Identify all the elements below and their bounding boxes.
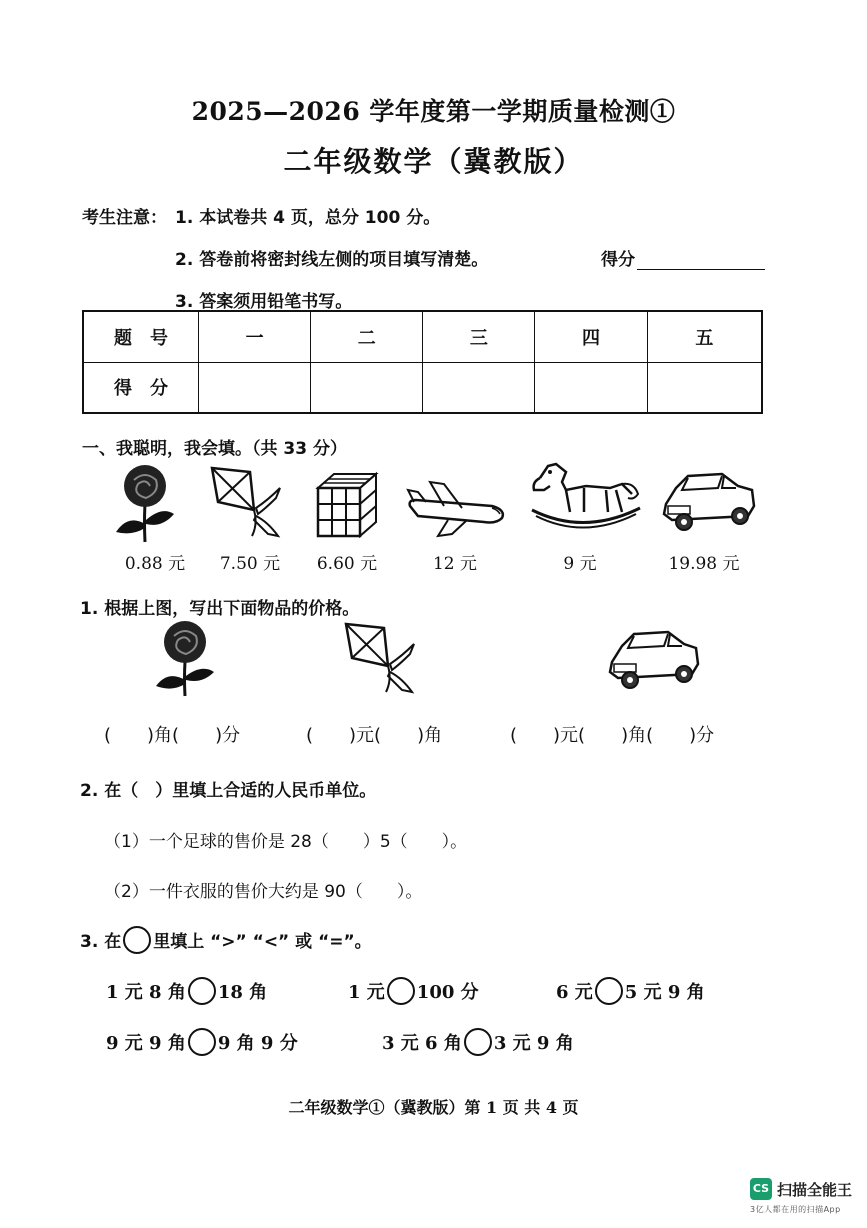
price-label: 0.88 元 xyxy=(124,554,186,574)
price-label: 9 元 xyxy=(563,554,597,574)
score-field[interactable] xyxy=(601,245,765,270)
exam-subtitle: 二年级数学（冀教版） xyxy=(283,145,584,178)
compare-circle-input[interactable] xyxy=(188,977,216,1005)
notes-label: 考生注意： xyxy=(82,208,167,228)
score-cell[interactable] xyxy=(199,362,311,413)
comparison-item: 3 元 6 角 3 元 9 角 xyxy=(382,1029,574,1058)
exam-title: 2025—2026 学年度第一学期质量检测① xyxy=(191,97,676,126)
score-cell[interactable] xyxy=(647,362,762,413)
comparison-item: 6 元 5 元 9 角 xyxy=(556,978,705,1007)
cube-icon xyxy=(314,470,380,540)
car-icon xyxy=(606,626,700,692)
kite-icon xyxy=(206,464,284,546)
score-blank[interactable] xyxy=(637,249,765,270)
compare-circle-input[interactable] xyxy=(595,977,623,1005)
column-header: 四 xyxy=(535,311,647,362)
column-header: 一 xyxy=(199,311,311,362)
score-label: 得分 xyxy=(601,250,635,270)
question-2-item-1[interactable]: （1）一个足球的售价是 28（ ）5（ ）。 xyxy=(104,832,468,852)
scanner-tagline: 3亿人都在用的扫描App xyxy=(750,1205,841,1214)
table-row xyxy=(83,311,762,362)
comparison-item: 1 元 8 角 18 角 xyxy=(106,978,267,1007)
compare-circle-icon xyxy=(123,926,151,954)
score-table xyxy=(82,310,763,414)
rose-icon xyxy=(110,462,180,546)
note-item-1: 1. 本试卷共 4 页，总分 100 分。 xyxy=(175,208,441,228)
column-header: 三 xyxy=(423,311,535,362)
rose-icon xyxy=(152,618,218,700)
column-header: 二 xyxy=(311,311,423,362)
answer-blank-kite[interactable]: ( )元( )角 xyxy=(306,725,443,746)
compare-circle-input[interactable] xyxy=(387,977,415,1005)
scanner-app-name: 扫描全能王 xyxy=(777,1181,853,1199)
comparison-item: 9 元 9 角 9 角 9 分 xyxy=(106,1029,298,1058)
car-icon xyxy=(660,468,758,534)
rocking-horse-icon xyxy=(526,460,644,536)
row-label-question-number: 题 号 xyxy=(83,311,199,362)
answer-blank-rose[interactable]: ( )角( )分 xyxy=(104,725,241,746)
question-2: 2. 在（ ）里填上合适的人民币单位。 xyxy=(80,781,377,801)
answer-blank-car[interactable]: ( )元( )角( )分 xyxy=(510,725,715,746)
score-cell[interactable] xyxy=(535,362,647,413)
airplane-icon xyxy=(404,480,508,538)
note-item-3: 3. 答案须用铅笔书写。 xyxy=(175,292,353,312)
page-footer: 二年级数学①（冀教版）第 1 页 共 4 页 xyxy=(288,1098,579,1117)
price-label: 7.50 元 xyxy=(219,554,281,574)
compare-circle-input[interactable] xyxy=(464,1028,492,1056)
section-heading: 一、我聪明，我会填。（共 33 分） xyxy=(82,439,347,459)
price-label: 12 元 xyxy=(432,554,478,574)
question-3: 3. 在 里填上 “>” “<” 或 “=”。 xyxy=(80,927,372,956)
note-item-2: 2. 答卷前将密封线左侧的项目填写清楚。 xyxy=(175,250,489,270)
compare-circle-input[interactable] xyxy=(188,1028,216,1056)
row-label-score: 得 分 xyxy=(83,362,199,413)
score-cell[interactable] xyxy=(311,362,423,413)
comparison-item: 1 元 100 分 xyxy=(348,978,479,1007)
table-row xyxy=(83,362,762,413)
score-cell[interactable] xyxy=(423,362,535,413)
question-1: 1. 根据上图，写出下面物品的价格。 xyxy=(80,599,360,619)
scanner-logo-icon: CS xyxy=(750,1178,772,1200)
column-header: 五 xyxy=(647,311,762,362)
price-label: 6.60 元 xyxy=(316,554,378,574)
price-label: 19.98 元 xyxy=(668,554,740,574)
question-2-item-2[interactable]: （2）一件衣服的售价大约是 90（ ）。 xyxy=(104,882,423,902)
kite-icon xyxy=(340,620,420,698)
